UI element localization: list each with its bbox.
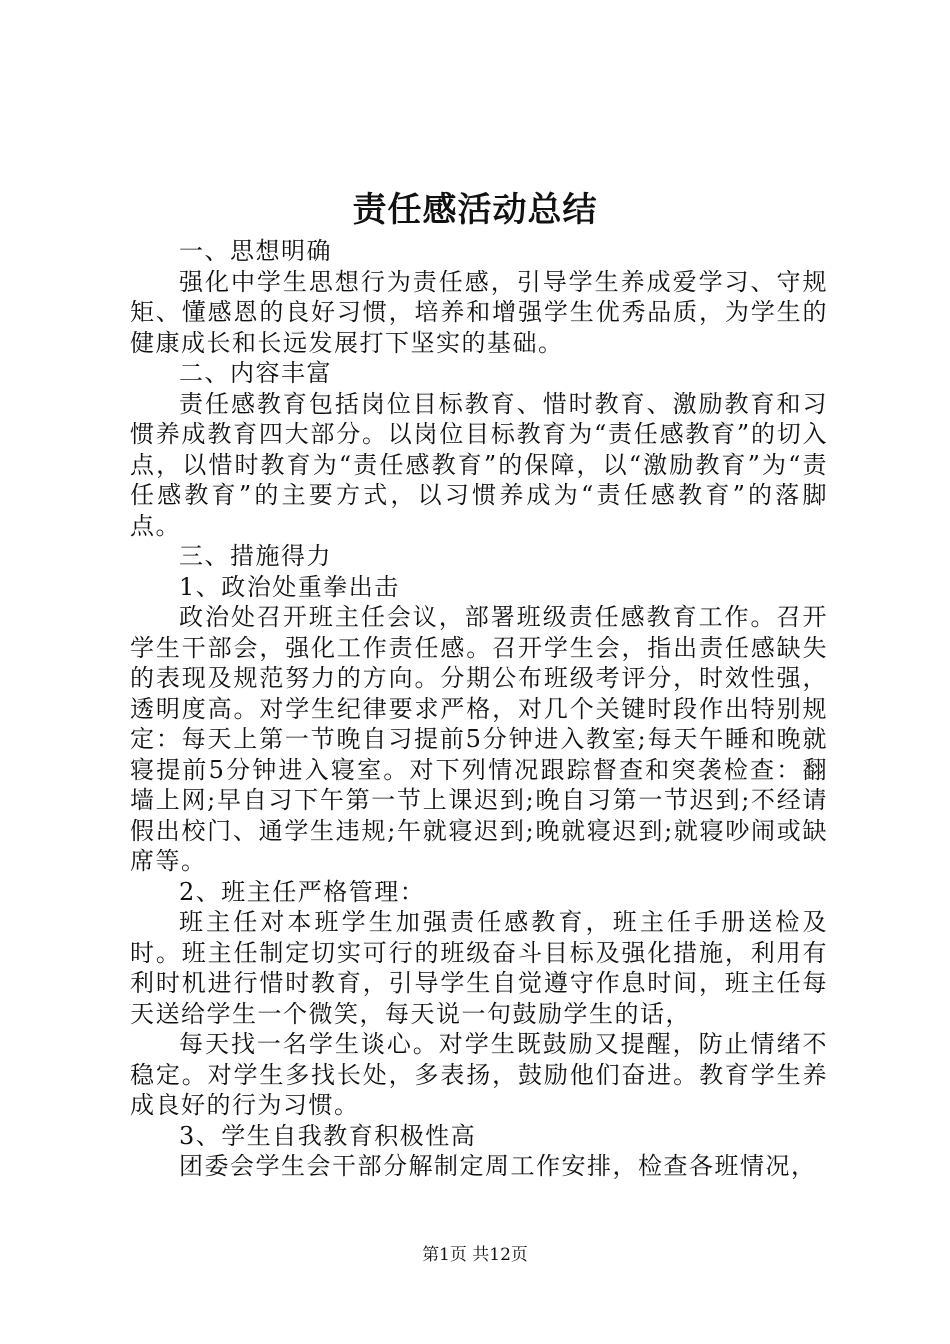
section-heading-3: 三、措施得力 — [179, 542, 332, 570]
paragraph: 每天找一名学生谈心。对学生既鼓励又提醒，防止情绪不稳定。对学生多找长处，多表扬，鼓励他们奋进。教育学生养成良好的行为习惯。 — [130, 1030, 828, 1119]
document-title: 责任感活动总结 — [352, 190, 598, 230]
document-body — [130, 236, 828, 1182]
section-heading-1: 一、思想明确 — [179, 237, 332, 265]
paragraph: 班主任对本班学生加强责任感教育，班主任手册送检及时。班主任制定切实可行的班级奋斗目标及强化措施，利用有利时机进行惜时教育，引导学生自觉遵守作息时间，班主任每天送给学生一个微笑，每天说一句鼓励学生的话， — [130, 908, 828, 1028]
paragraph: 强化中学生思想行为责任感，引导学生养成爱学习、守规矩、懂感恩的良好习惯，培养和增强学生优秀品质，为学生的健康成长和长远发展打下坚实的基础。 — [130, 267, 828, 357]
subsection-heading-2: 2、班主任严格管理： — [179, 877, 426, 906]
paragraph: 团委会学生会干部分解制定周工作安排，检查各班情况， — [179, 1152, 817, 1180]
subsection-heading-3: 3、学生自我教育积极性高 — [179, 1121, 477, 1150]
paragraph: 政治处召开班主任会议，部署班级责任感教育工作。召开学生干部会，强化工作责任感。召开学生会，指出责任感缺失的表现及规范努力的方向。分期公布班级考评分，时效性强，透明度高。对学生纪律要求严格，对几个关键时段作出特别规定：每天上第一节晚自习提前5分钟进入教室;每天午睡和晚就寝提前5分钟进入寝室。对下列情况跟踪督查和突袭检查：翻墙上网;早自习下午第一节上课迟到;晚自习第一节迟到;不经请假出校门、通学生违规;午就寝迟到;晚就寝迟到;就寝吵闹或缺席等。 — [130, 603, 828, 875]
page-footer: 第1页 共12页 — [422, 1245, 528, 1265]
paragraph: 责任感教育包括岗位目标教育、惜时教育、激励教育和习惯养成教育四大部分。以岗位目标教育为“责任感教育”的切入点，以惜时教育为“责任感教育”的保障，以“激励教育”为“责任感教育”的主要方式，以习惯养成为“责任感教育”的落脚点。 — [130, 389, 828, 540]
subsection-heading-1: 1、政治处重拳出击 — [179, 572, 400, 601]
section-heading-2: 二、内容丰富 — [179, 359, 332, 387]
